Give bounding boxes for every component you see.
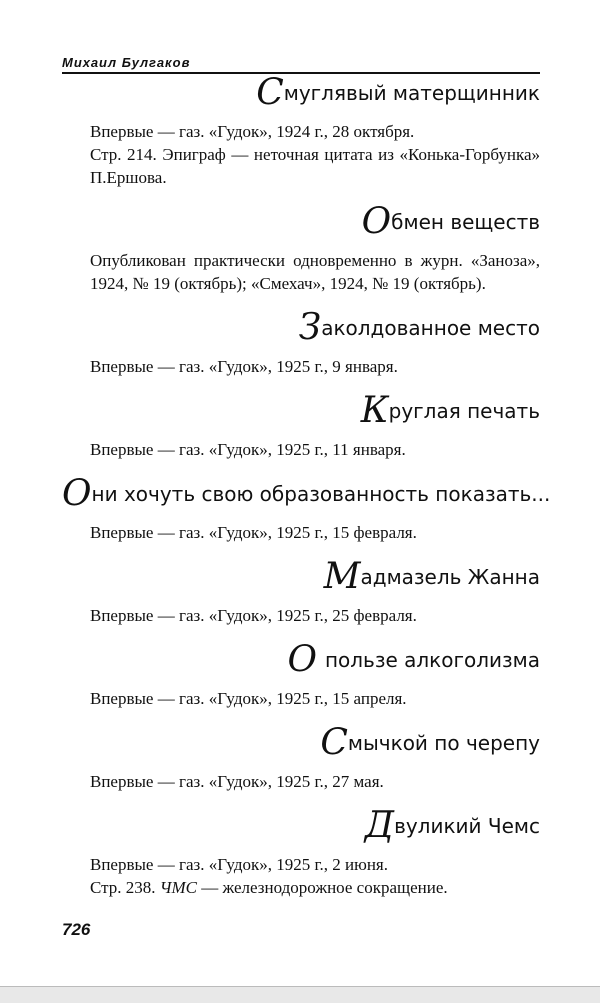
note-prefix: Стр. 238. bbox=[90, 878, 160, 897]
entry-title bbox=[62, 72, 540, 113]
entry-title bbox=[62, 473, 551, 514]
entry-title bbox=[62, 805, 540, 846]
entry-title-text: аколдованное место bbox=[321, 316, 540, 340]
entry-note: Впервые — газ. «Гудок», 1925 г., 25 февраля. bbox=[90, 606, 417, 625]
entry-title-text: бмен веществ bbox=[391, 210, 540, 234]
entry-note: Впервые — газ. «Гудок», 1925 г., 27 мая. bbox=[90, 772, 384, 791]
entry-title bbox=[62, 722, 540, 763]
entry-smuglyavyi bbox=[62, 72, 540, 189]
entry-title bbox=[62, 390, 540, 431]
entry-kruglaya-pechat bbox=[62, 390, 540, 461]
entry-madmazel-zhanna bbox=[62, 556, 540, 627]
entry-title bbox=[62, 201, 540, 242]
entry-title-text: ни хочуть свою образованность показать... bbox=[91, 482, 551, 506]
entry-title bbox=[62, 556, 540, 597]
entry-title-text: пользе алкоголизма bbox=[324, 648, 540, 672]
entry-title-text: вуликий Чемс bbox=[394, 814, 540, 838]
entry-note: Впервые — газ. «Гудок», 1924 г., 28 октября. bbox=[90, 122, 415, 141]
decorative-initial: З bbox=[298, 307, 322, 348]
entry-smychkoi-po-cherepu bbox=[62, 722, 540, 793]
entry-note: Впервые — газ. «Гудок», 1925 г., 15 апреля. bbox=[90, 689, 407, 708]
entry-note: Впервые — газ. «Гудок», 1925 г., 9 января. bbox=[90, 357, 398, 376]
page-number: 726 bbox=[62, 920, 91, 939]
running-header-author: Михаил Булгаков bbox=[62, 55, 540, 74]
entry-title-text: адмазель Жанна bbox=[360, 565, 540, 589]
entry-title bbox=[62, 639, 540, 680]
decorative-initial: Д bbox=[364, 805, 395, 846]
entry-note: Стр. 214. Эпиграф — неточная цитата из «Конька-Горбунка» П.Ершова. bbox=[90, 145, 540, 187]
entry-note: Впервые — газ. «Гудок», 1925 г., 15 февраля. bbox=[90, 523, 417, 542]
decorative-initial: К bbox=[360, 390, 389, 431]
entry-note: Впервые — газ. «Гудок», 1925 г., 11 января. bbox=[90, 440, 406, 459]
entry-dvulikii-chems bbox=[62, 805, 540, 899]
abbreviation-term: ЧМС bbox=[159, 878, 197, 897]
entry-title bbox=[62, 307, 540, 348]
note-suffix: — железнодорожное сокращение. bbox=[196, 878, 448, 897]
decorative-initial: М bbox=[323, 556, 361, 597]
decorative-initial: О bbox=[287, 639, 317, 680]
decorative-initial: С bbox=[320, 722, 348, 763]
entry-title-text: мычкой по черепу bbox=[347, 731, 540, 755]
decorative-initial: С bbox=[256, 72, 284, 113]
entry-title-text: руглая печать bbox=[388, 399, 540, 423]
entry-note: Впервые — газ. «Гудок», 1925 г., 2 июня. bbox=[90, 855, 388, 874]
entry-obmen-veshchestv bbox=[62, 201, 540, 295]
notes-content bbox=[62, 72, 551, 917]
entry-note: Опубликован практически одновременно в журн. «Заноза», 1924, № 19 (октябрь); «Смехач», 1924, № 19 (октябрь). bbox=[90, 251, 540, 293]
entry-title-text: муглявый матерщинник bbox=[283, 81, 540, 105]
decorative-initial: О bbox=[361, 201, 392, 242]
entry-o-polze-alkogolizma bbox=[62, 639, 540, 710]
scan-bottom-edge bbox=[0, 986, 600, 1003]
entry-oni-khochut bbox=[62, 473, 551, 544]
decorative-initial: О bbox=[62, 473, 92, 514]
entry-note-abbreviation bbox=[62, 876, 540, 899]
entry-zakoldovannoe-mesto bbox=[62, 307, 540, 378]
